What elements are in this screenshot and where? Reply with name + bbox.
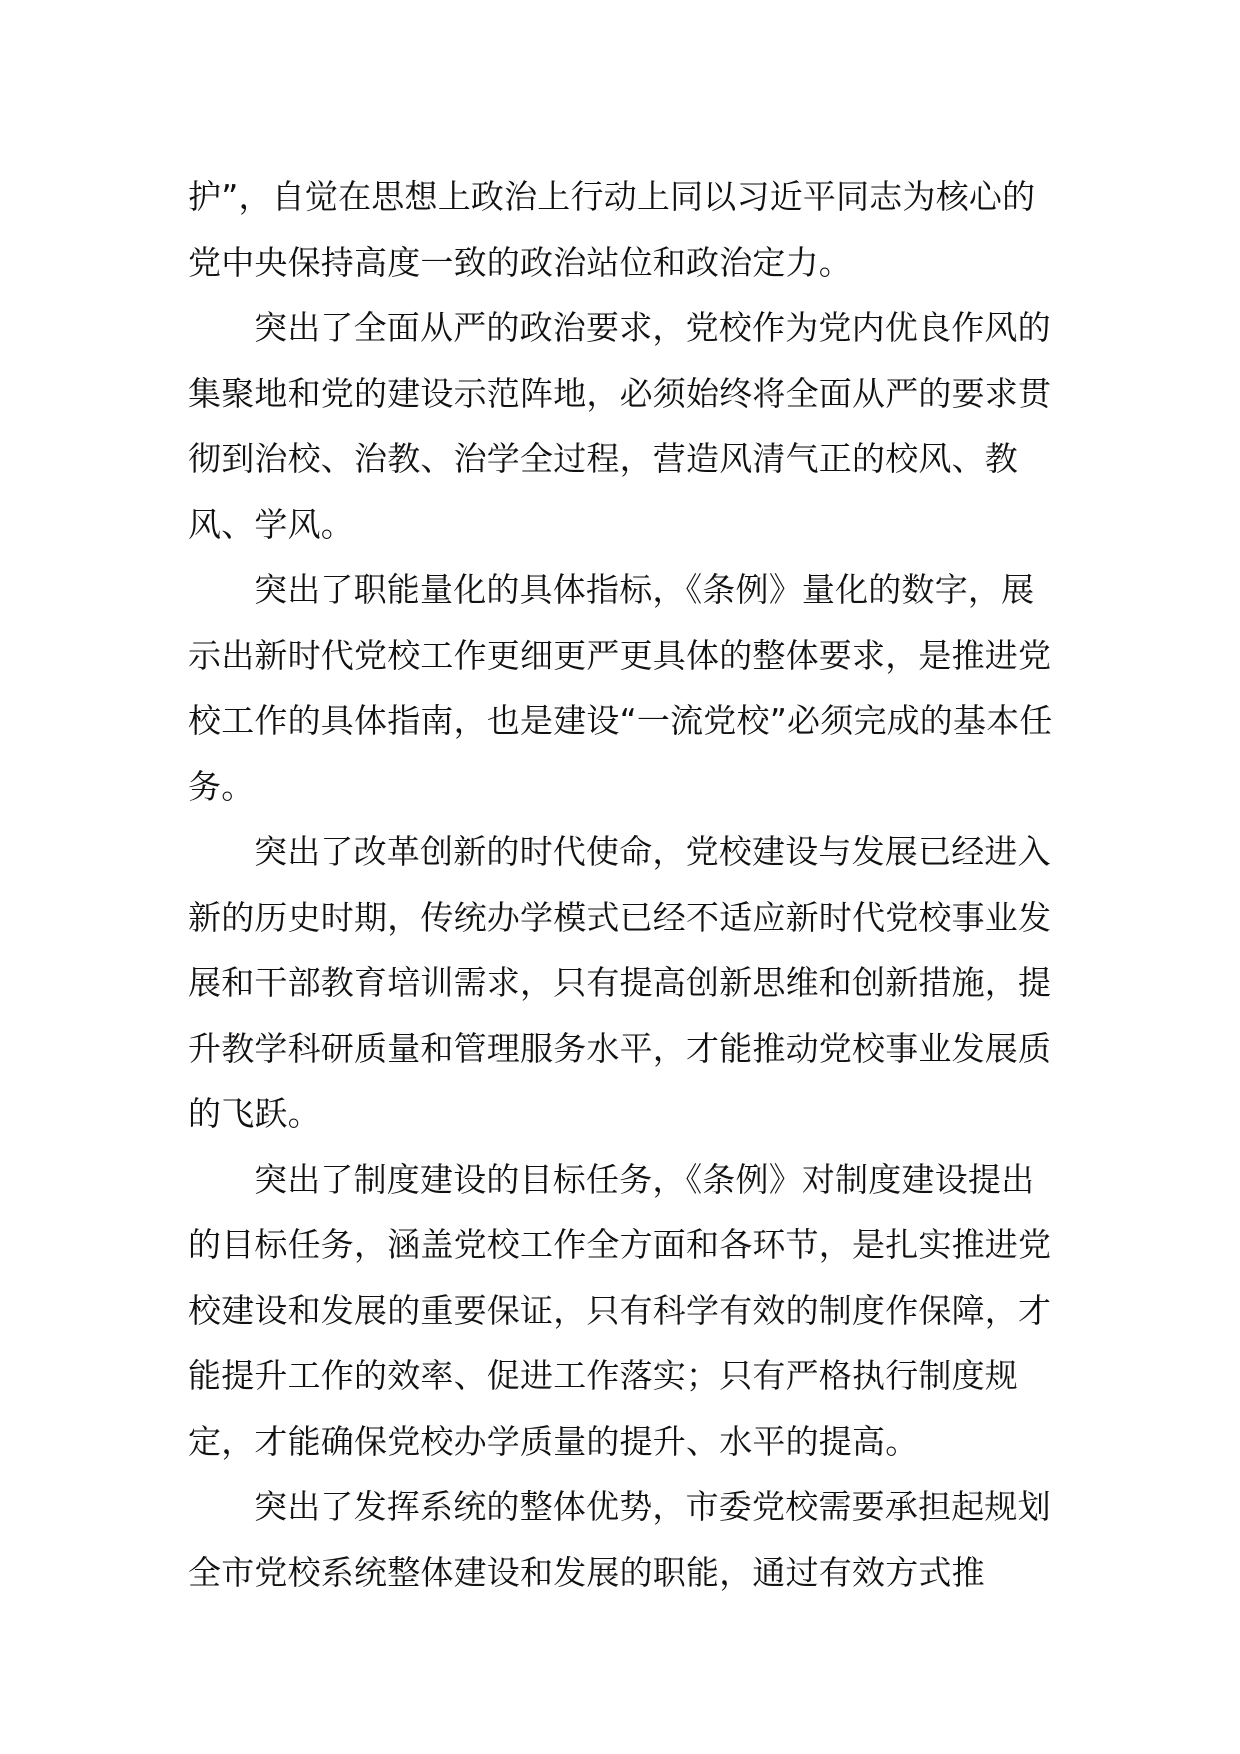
paragraph-quantified-indicators: 突出了职能量化的具体指标，《条例》量化的数字，展示出新时代党校工作更细更严更具体的整体要求，是推进党校工作的具体指南，也是建设“一流党校”必须完成的基本任务。 [188, 570, 1053, 806]
paragraph-system-advantage: 突出了发挥系统的整体优势，市委党校需要承担起规划全市党校系统整体建设和发展的职能，通过有效方式推 [188, 1487, 1051, 1592]
paragraph-institution-building: 突出了制度建设的目标任务，《条例》对制度建设提出的目标任务，涵盖党校工作全方面和各环节，是扎实推进党校建设和发展的重要保证，只有科学有效的制度作保障，才能提升工作的效率、促进工作落实；只有严格执行制度规定，才能确保党校办学质量的提升、水平的提高。 [188, 1159, 1052, 1461]
paragraph-reform-innovation: 突出了改革创新的时代使命，党校建设与发展已经进入新的历史时期，传统办学模式已经不适应新时代党校事业发展和干部教育培训需求，只有提高创新思维和创新措施，提升教学科研质量和管理服务水平，才能推动党校事业发展质的飞跃。 [188, 832, 1052, 1133]
paragraph-continued: 护”，自觉在思想上政治上行动上同以习近平同志为核心的党中央保持高度一致的政治站位和政治定力。 [188, 177, 1036, 282]
body-text [188, 164, 1058, 1605]
paragraph-strict-governance: 突出了全面从严的政治要求，党校作为党内优良作风的集聚地和党的建设示范阵地，必须始终将全面从严的要求贯彻到治校、治教、治学全过程，营造风清气正的校风、教风、学风。 [188, 308, 1052, 544]
